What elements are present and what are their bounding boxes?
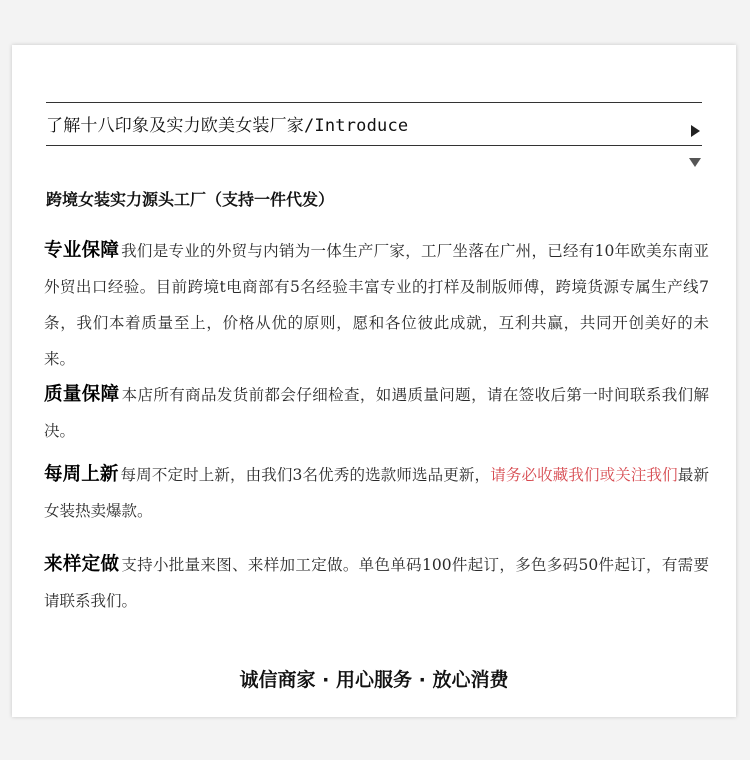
custom-order-paragraph [44, 547, 709, 619]
paragraph-text: 每周不定时上新，由我们3名优秀的选款师选品更新， [120, 466, 491, 484]
paragraph-text: 支持小批量来图、来样加工定做。单色单码100件起订，多色多码50件起订，有需要请联系我们。 [44, 556, 709, 610]
header-top-divider [46, 102, 702, 103]
paragraph-heading: 质量保障 [44, 384, 120, 405]
paragraph-heading: 专业保障 [44, 240, 120, 261]
professional-guarantee-paragraph [44, 233, 709, 377]
paragraph-text: 本店所有商品发货前都会仔细检查，如遇质量问题，请在签收后第一时间联系我们解决。 [44, 386, 709, 440]
factory-subtitle: 跨境女装实力源头工厂（支持一件代发） [46, 190, 335, 209]
service-slogan: 诚信商家 · 用心服务 · 放心消费 [239, 669, 509, 691]
quality-guarantee-paragraph [44, 377, 709, 449]
paragraph-text: 我们是专业的外贸与内销为一体生产厂家，工厂坐落在广州，已经有10年欧美东南亚外贸出口经验。目前跨境t电商部有5名经验丰富专业的打样及制版师傅，跨境货源专属生产线7条，我们本着质量至上，价格从优的原则，愿和各位彼此成就，互利共赢，共同开创美好的未来。 [44, 242, 709, 368]
intro-card [12, 45, 736, 717]
follow-us-highlight: 请务必收藏我们或关注我们 [490, 466, 678, 484]
weekly-new-paragraph [44, 457, 709, 529]
paragraph-text-end: 最新女装热卖爆款。 [44, 466, 709, 520]
triangle-down-icon[interactable] [689, 158, 701, 167]
paragraph-heading: 每周上新 [44, 464, 119, 485]
section-title: 了解十八印象及实力欧美女装厂家/Introduce [46, 116, 409, 136]
header-bottom-divider [46, 145, 702, 146]
triangle-right-icon[interactable] [691, 125, 700, 137]
paragraph-heading: 来样定做 [44, 554, 120, 575]
